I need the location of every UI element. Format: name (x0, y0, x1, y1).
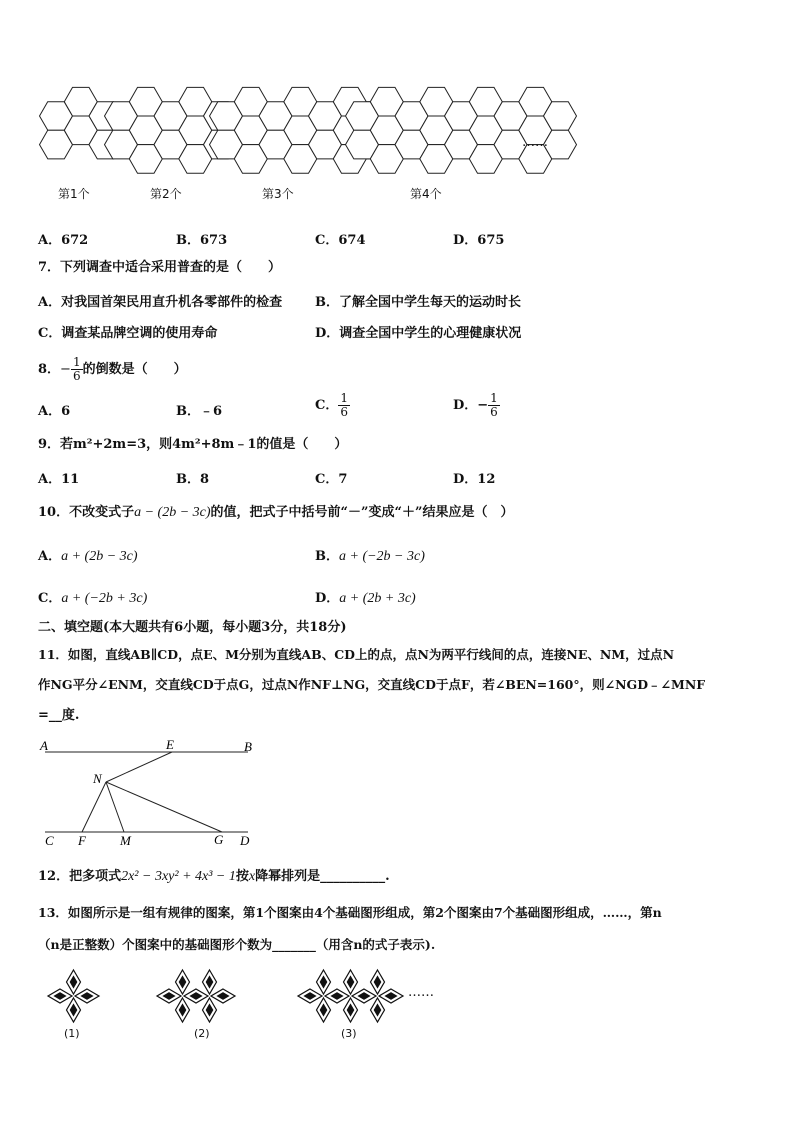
q8-d-num: 1 (490, 391, 498, 405)
q10-stem (38, 505, 513, 521)
hex-ellipsis: …… (522, 135, 548, 150)
q8-option-a: A．6 (38, 404, 71, 419)
parallel-lines-diagram (0, 735, 300, 855)
q10-option-b-label: B． (315, 549, 339, 564)
q8-fraction (71, 356, 83, 383)
diamond-caption-2: (2) (194, 1027, 210, 1040)
label-a: A (40, 738, 48, 753)
q12-variable: x (248, 869, 256, 884)
segment-nf (82, 782, 106, 832)
q10-option-d-label: D． (315, 591, 340, 606)
q8-minus: − (60, 362, 71, 377)
q10-option-c-label: C． (38, 591, 62, 606)
q8-number: 8． (38, 362, 61, 377)
q8-c-num: 1 (340, 391, 348, 405)
q10-stem-pre: 10．不改变式子 (38, 505, 135, 520)
diamond-ellipsis: …… (408, 985, 434, 1000)
q8-option-c-label: C． (315, 398, 339, 413)
q8-option-c (315, 392, 350, 419)
q11-line2: 作NG平分∠ENM，交直线CD于点G，过点N作NF⊥NG，交直线CD于点F，若∠BEN=160°，则∠NGD﹣∠MNF (38, 677, 706, 692)
label-e: E (166, 737, 174, 752)
hexagon-pattern-figure (0, 0, 794, 215)
diamond-caption-1: (1) (64, 1027, 80, 1040)
q7-option-c: C．调查某品牌空调的使用寿命 (38, 326, 218, 341)
q7-option-b: B．了解全国中学生每天的运动时长 (315, 295, 521, 310)
q10-option-a (38, 545, 138, 565)
q13-line2: （n是正整数）个图案中的基础图形个数为_______（用含n的式子表示). (38, 937, 436, 952)
q10-option-d-expr: a + (2b + 3c) (339, 591, 416, 606)
q11-line3: =__度. (38, 708, 80, 723)
q9-option-a: A．11 (38, 472, 80, 487)
label-f: F (78, 833, 86, 848)
q6-option-d: D．675 (453, 233, 505, 248)
q9-stem: 9．若m²+2m=3，则4m²+8m﹣1的值是（ ） (38, 437, 348, 452)
q8-frac-den: 6 (72, 369, 81, 383)
label-c: C (45, 833, 54, 848)
q6-option-a: A．672 (38, 233, 89, 248)
q10-stem-post: 的值，把式子中括号前“－”变成“＋”结果应是（ ） (210, 505, 514, 520)
q7-stem: 7．下列调查中适合采用普查的是（ ） (38, 260, 282, 275)
q8-option-d-label: D．− (453, 398, 489, 413)
q9-option-b: B．8 (176, 472, 210, 487)
label-g: G (214, 832, 224, 847)
q12-stem-mid: 按 (235, 869, 249, 884)
segment-nm (106, 782, 124, 832)
q12-stem-post: 降幂排列是__________. (255, 869, 390, 884)
hex-caption-3: 第3个 (262, 187, 294, 201)
q9-option-d: D．12 (453, 472, 496, 487)
diamond-caption-3: (3) (341, 1027, 357, 1040)
label-b: B (244, 739, 252, 754)
q8-option-b: B．﹣6 (176, 404, 223, 419)
q10-expression: a − (2b − 3c) (134, 505, 211, 520)
q10-option-c-expr: a + (−2b + 3c) (61, 591, 148, 606)
q12-stem (38, 869, 390, 885)
label-n: N (93, 771, 102, 786)
q9-option-c: C．7 (315, 472, 348, 487)
q12-expression: 2x² − 3xy² + 4x³ − 1 (121, 869, 236, 884)
hex-caption-1: 第1个 (58, 187, 90, 201)
hex-caption-2: 第2个 (150, 187, 182, 201)
segment-ng (106, 782, 222, 832)
q8-option-d-fraction (488, 392, 500, 419)
q8-stem-rest: 的倒数是（ ） (82, 362, 187, 377)
q10-option-d (315, 587, 416, 607)
q6-option-b: B．673 (176, 233, 228, 248)
label-m: M (120, 833, 131, 848)
q6-option-c: C．674 (315, 233, 366, 248)
q10-option-a-expr: a + (2b − 3c) (61, 549, 138, 564)
q7-option-d: D．调查全国中学生的心理健康状况 (315, 326, 522, 341)
q10-option-b (315, 545, 425, 565)
q8-stem (38, 356, 187, 383)
q10-option-c (38, 587, 147, 607)
q8-d-den: 6 (490, 405, 498, 419)
q7-option-a: A．对我国首架民用直升机各零部件的检查 (38, 295, 283, 310)
hex-caption-4: 第4个 (410, 187, 442, 201)
q10-option-b-expr: a + (−2b − 3c) (339, 549, 425, 564)
q13-line1: 13．如图所示是一组有规律的图案，第1个图案由4个基础图形组成，第2个图案由7个基础图形组成，……，第n (38, 905, 662, 920)
q12-stem-pre: 12．把多项式 (38, 869, 122, 884)
q11-line1: 11．如图，直线AB∥CD，点E、M分别为直线AB、CD上的点，点N为两平行线间的点，连接NE、NM，过点N (38, 647, 675, 662)
q8-c-den: 6 (340, 405, 348, 419)
segment-ne (106, 752, 172, 782)
q8-option-d (453, 392, 500, 419)
section2-heading: 二、填空题(本大题共有6小题，每小题3分，共18分) (38, 620, 347, 635)
q8-option-c-fraction (338, 392, 350, 419)
label-d: D (240, 833, 250, 848)
q10-option-a-label: A． (38, 549, 62, 564)
q8-frac-num: 1 (72, 355, 81, 369)
